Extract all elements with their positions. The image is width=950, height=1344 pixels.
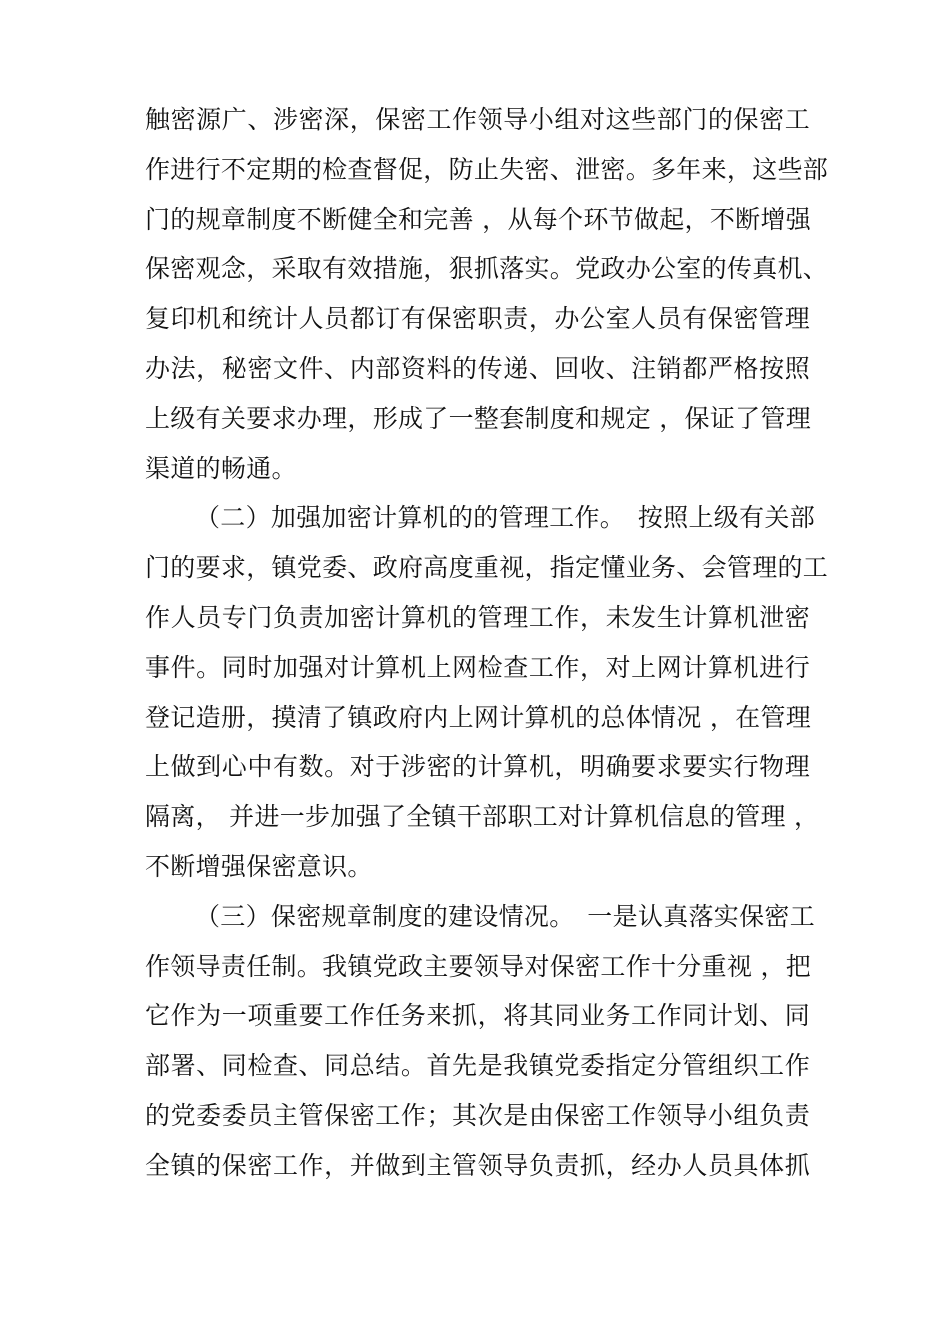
text-line: 门的规章制度不断健全和完善 ，从每个环节做起，不断增强 xyxy=(145,204,812,234)
text-line: 它作为一项重要工作任务来抓，将其同业务工作同计划、同 xyxy=(145,1001,810,1031)
paragraph xyxy=(145,95,829,493)
text-line: （二）加强加密计算机的的管理工作。 按照上级有关部 xyxy=(195,503,816,533)
paragraph xyxy=(145,493,829,891)
text-line: 的党委委员主管保密工作；其次是由保密工作领导小组负责 xyxy=(145,1100,810,1130)
text-line: 全镇的保密工作，并做到主管领导负责抓，经办人员具体抓 xyxy=(145,1150,810,1180)
text-line: （三）保密规章制度的建设情况。 一是认真落实保密工 xyxy=(195,901,816,931)
text-line: 保密观念，采取有效措施，狠抓落实。党政办公室的传真机、 xyxy=(145,254,829,284)
text-line: 不断增强保密意识。 xyxy=(145,851,373,881)
text-line: 作人员专门负责加密计算机的管理工作，未发生计算机泄密 xyxy=(145,602,810,632)
text-line: 渠道的畅通。 xyxy=(145,453,297,483)
text-line: 事件。同时加强对计算机上网检查工作，对上网计算机进行 xyxy=(145,652,810,682)
body-text xyxy=(145,95,829,1191)
text-line: 登记造册，摸清了镇政府内上网计算机的总体情况 ，在管理 xyxy=(145,702,812,732)
text-line: 上做到心中有数。对于涉密的计算机，明确要求要实行物理 xyxy=(145,752,810,782)
text-line: 门的要求，镇党委、政府高度重视，指定懂业务、会管理的工 xyxy=(145,553,829,583)
text-line: 办法，秘密文件、内部资料的传递、回收、注销都严格按照 xyxy=(145,353,810,383)
text-line: 触密源广、涉密深，保密工作领导小组对这些部门的保密工 xyxy=(145,105,810,134)
text-line: 作领导责任制。我镇党政主要领导对保密工作十分重视 ，把 xyxy=(145,951,812,981)
text-line: 上级有关要求办理，形成了一整套制度和规定 ，保证了管理 xyxy=(145,403,812,433)
text-line: 作进行不定期的检查督促，防止失密、泄密。多年来，这些部 xyxy=(145,154,829,184)
text-line: 复印机和统计人员都订有保密职责，办公室人员有保密管理 xyxy=(145,304,810,334)
text-line: 隔离， 并进一步加强了全镇干部职工对计算机信息的管理 ， xyxy=(145,802,820,832)
paragraph xyxy=(145,892,816,1191)
text-line: 部署、同检查、同总结。首先是我镇党委指定分管组织工作 xyxy=(145,1051,810,1081)
